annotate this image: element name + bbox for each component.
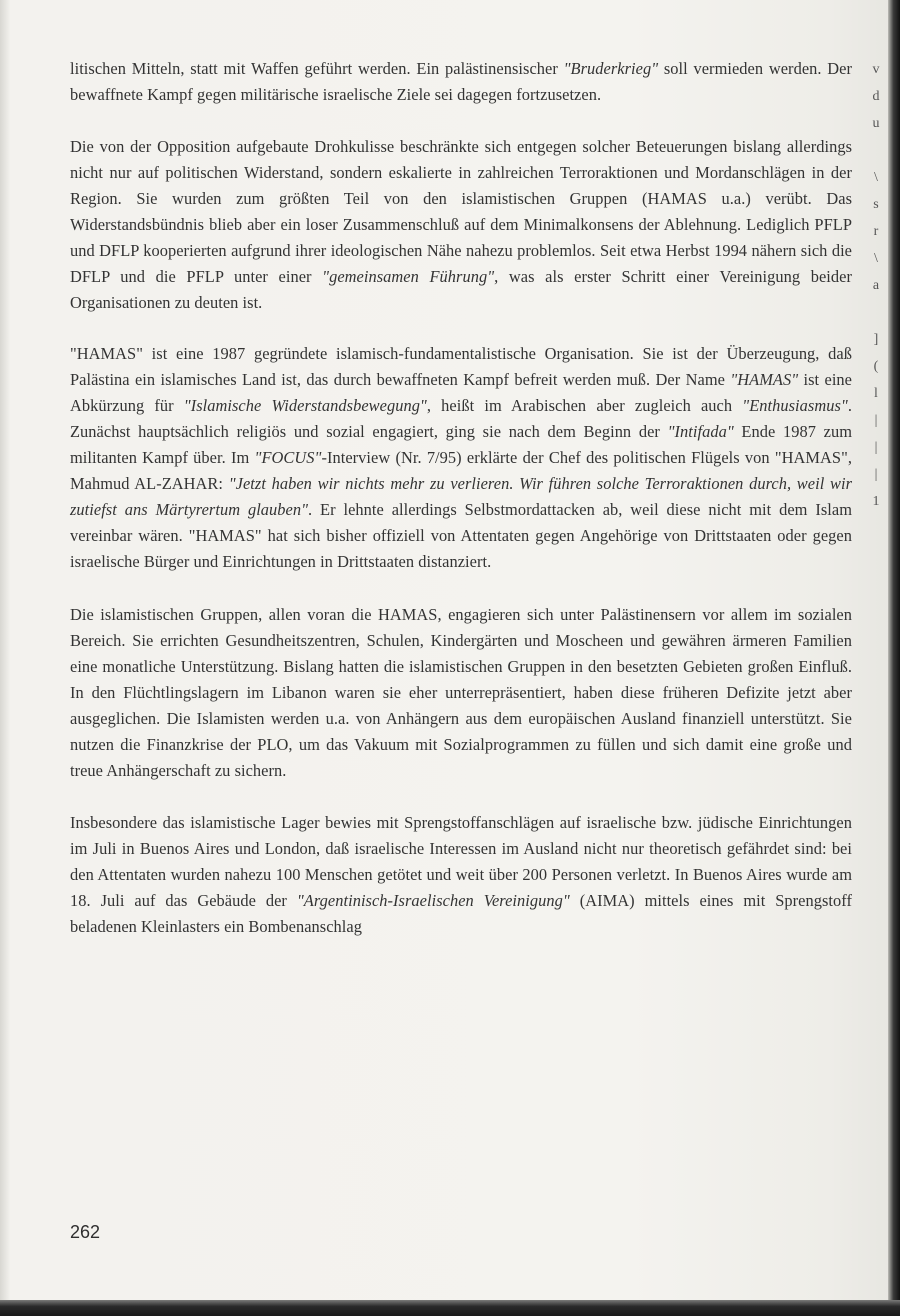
facing-page-margin-fragments (866, 56, 886, 616)
italic-run: "Jetzt haben wir nichts mehr zu verlieren. Wir führen solche Terroraktionen durch, weil wir zutiefst ans Märtyrertum glauben" (70, 474, 852, 519)
text-run: litischen Mitteln, statt mit Waffen geführt werden. Ein palästinensischer (70, 59, 564, 78)
margin-fragment (866, 299, 886, 326)
margin-fragment: | (874, 440, 878, 455)
text-run: . Zunächst hauptsächlich religiös und sozial engagiert, ging sie nach dem Beginn der (70, 396, 852, 441)
text-run: Insbesondere das islamistische Lager bewies mit Sprengstoffanschlägen auf israelische bzw. jüdische Einrichtungen im Juli in Buenos Aires und London, daß israelische Interessen im Ausland nicht nur theoretisch gefährdet sind: bei den Attentaten wurden nahezu 100 Menschen getötet und weit über 200 Personen verletzt. In Buenos Aires wurde am 18. Juli auf das Gebäude der (70, 813, 852, 910)
page-number: 262 (70, 1222, 101, 1242)
italic-run: "Enthusiasmus" (742, 396, 848, 415)
margin-fragment: | (874, 413, 878, 428)
paragraph-1 (70, 56, 852, 108)
text-run: "HAMAS" ist eine 1987 gegründete islamisch-fundamentalistische Organisation. Sie ist der Überzeugung, daß Palästina ein islamisches Land ist, das durch bewaffneten Kampf befreit werden muß. Der Name (70, 344, 852, 389)
text-run: ist eine Abkürzung für (70, 370, 852, 415)
text-run: Ende 1987 zum militanten Kampf über. Im (70, 422, 852, 467)
italic-run: "gemeinsamen Führung" (322, 267, 495, 286)
paragraph-3 (70, 341, 852, 575)
margin-fragment (866, 137, 886, 164)
margin-fragment: l (874, 386, 878, 401)
margin-fragment: u (872, 116, 880, 131)
scan-bottom-edge (0, 1300, 900, 1316)
text-run: (AIMA) mittels eines mit Sprengstoff beladenen Kleinlasters ein Bombenanschlag (70, 891, 852, 936)
italic-run: "FOCUS" (254, 448, 322, 467)
italic-run: "Bruderkrieg" (563, 59, 659, 78)
margin-fragment: s (873, 197, 879, 212)
margin-fragment: a (872, 278, 880, 293)
text-run: , heißt im Arabischen aber zugleich auch (426, 396, 743, 415)
body-text (70, 56, 852, 940)
margin-fragment: \ (874, 251, 878, 266)
book-binding-shadow (888, 0, 900, 1316)
paragraph-4 (70, 602, 852, 784)
italic-run: "Islamische Widerstandsbewegung" (183, 396, 427, 415)
margin-fragment: \ (874, 170, 878, 185)
text-run: . Er lehnte allerdings Selbstmordattacken ab, weil diese nicht mit dem Islam vereinbar wären. "HAMAS" hat sich bisher offiziell von Attentaten gegen Angehörige von Drittstaaten oder gegen israelische Bürger und Einrichtungen in Drittstaaten distanziert. (70, 500, 852, 571)
text-run: -Interview (Nr. 7/95) erklärte der Chef des politischen Flügels von "HAMAS", Mahmud AL-ZAHAR: (70, 448, 852, 493)
italic-run: "Intifada" (667, 422, 734, 441)
italic-run: "HAMAS" (730, 370, 799, 389)
text-run: , was als erster Schritt einer Vereinigung beider Organisationen zu deuten ist. (70, 267, 852, 312)
text-run: soll vermieden werden. Der bewaffnete Kampf gegen militärische israelische Ziele sei dagegen fortzusetzen. (70, 59, 852, 104)
text-run: Die islamistischen Gruppen, allen voran die HAMAS, engagieren sich unter Palästinensern vor allem im sozialen Bereich. Sie errichten Gesundheitszentren, Schulen, Kindergärten und Moscheen und gewähren ärmeren Familien eine monatliche Unterstützung. Bislang hatten die islamistischen Gruppen in den besetzten Gebieten großen Einfluß. In den Flüchtlingslagern im Libanon waren sie eher unterrepräsentiert, haben diese früheren Defizite jetzt aber ausgeglichen. Die Islamisten werden u.a. von Anhängern aus dem europäischen Ausland finanziell unterstützt. Sie nutzen die Finanzkrise der PLO, um das Vakuum mit Sozialprogrammen zu füllen und sich damit eine große und treue Anhängerschaft zu sichern. (70, 605, 852, 780)
italic-run: "Argentinisch-Israelischen Vereinigung" (296, 891, 570, 910)
page-left-edge (0, 0, 10, 1316)
paragraph-2 (70, 134, 852, 316)
margin-fragment: r (873, 224, 879, 239)
text-run: Die von der Opposition aufgebaute Drohkulisse beschränkte sich entgegen solcher Beteuerungen bislang allerdings nicht nur auf politischen Widerstand, sondern eskalierte in zahlreichen Terroraktionen und Mordanschlägen in der Region. Sie wurden zum größten Teil von den islamistischen Gruppen (HAMAS u.a.) verübt. Das Widerstandsbündnis blieb aber ein loser Zusammenschluß auf dem Minimalkonsens der Ablehnung. Lediglich PFLP und DFLP kooperierten aufgrund ihrer ideologischen Nähe nahezu problemlos. Seit etwa Herbst 1994 nähern sich die DFLP und die PFLP unter einer (70, 137, 852, 286)
margin-fragment: | (874, 467, 878, 482)
margin-fragment: v (872, 62, 880, 77)
margin-fragment: 1 (872, 494, 880, 509)
margin-fragment: d (872, 89, 880, 104)
margin-fragment: ( (873, 359, 879, 374)
margin-fragment: ] (873, 332, 879, 347)
paragraph-5 (70, 810, 852, 940)
